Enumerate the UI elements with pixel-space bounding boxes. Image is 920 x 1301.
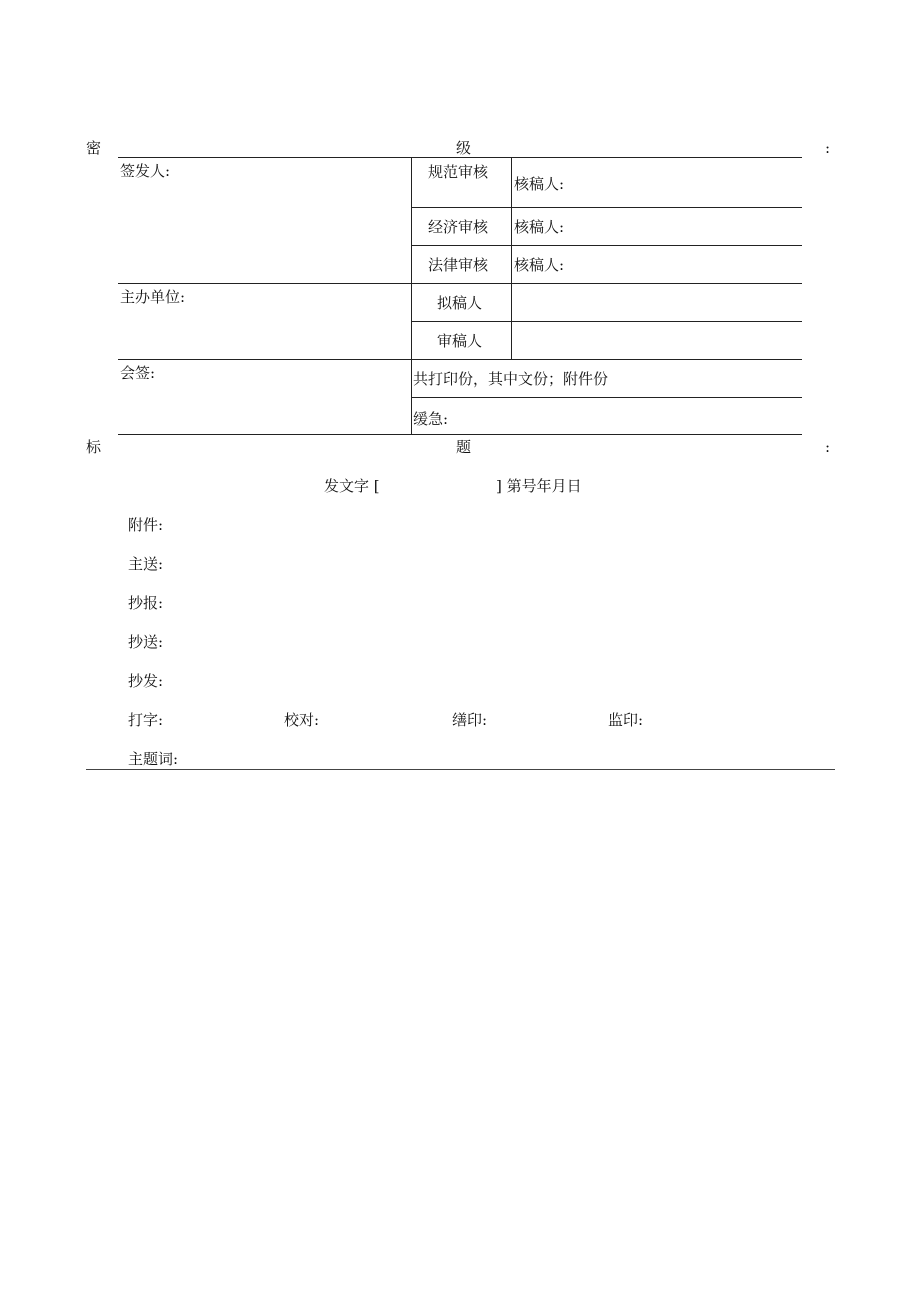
print-info: 共打印份，其中文份；附件份 <box>413 370 609 388</box>
proofread-label: 校对: <box>284 711 320 729</box>
secret-level-char-2: 级 <box>456 139 472 157</box>
drafter-label: 拟稿人 <box>437 294 483 312</box>
doc-number-suffix: ] 第号年月日 <box>496 477 582 495</box>
secret-level-char-1: 密 <box>86 139 102 157</box>
countersign-label: 会签: <box>120 364 156 382</box>
checker-label-3: 核稿人: <box>514 256 565 274</box>
urgency-label: 缓急: <box>413 410 449 428</box>
title-char-2: 题 <box>456 438 472 456</box>
auditor-label: 审稿人 <box>437 332 483 350</box>
table-top-border <box>118 157 802 158</box>
checker-label-2: 核稿人: <box>514 218 565 236</box>
bottom-rule <box>86 769 835 770</box>
row-divider-4 <box>411 321 802 322</box>
send-to-label: 主送: <box>128 555 164 573</box>
keywords-label: 主题词: <box>128 750 179 768</box>
review-norm-label: 规范审核 <box>428 163 489 181</box>
attachment-label: 附件: <box>128 516 164 534</box>
row-divider-1 <box>511 207 802 208</box>
signer-label: 签发人: <box>120 162 171 180</box>
host-unit-label: 主办单位: <box>120 288 186 306</box>
column-divider-1 <box>411 157 412 434</box>
column-divider-2 <box>511 157 512 359</box>
review-econ-label: 经济审核 <box>428 218 489 236</box>
review-law-label: 法律审核 <box>428 256 489 274</box>
copy-to-label: 抄送: <box>128 633 164 651</box>
title-colon: : <box>825 438 831 456</box>
row-divider-2 <box>411 245 802 246</box>
secret-level-colon: : <box>825 139 831 157</box>
supervise-label: 监印: <box>608 711 644 729</box>
printing-label: 缮印: <box>452 711 488 729</box>
report-to-label: 抄报: <box>128 594 164 612</box>
checker-label-1: 核稿人: <box>514 175 565 193</box>
typing-label: 打字: <box>128 711 164 729</box>
distribute-label: 抄发: <box>128 672 164 690</box>
row-divider-3 <box>118 283 802 284</box>
table-bottom-border <box>118 434 802 435</box>
row-divider-5 <box>118 359 802 360</box>
row-divider-6 <box>411 397 802 398</box>
row-divider-1b <box>411 207 511 208</box>
doc-number-prefix: 发文字 [ <box>324 477 380 495</box>
title-char-1: 标 <box>86 438 102 456</box>
